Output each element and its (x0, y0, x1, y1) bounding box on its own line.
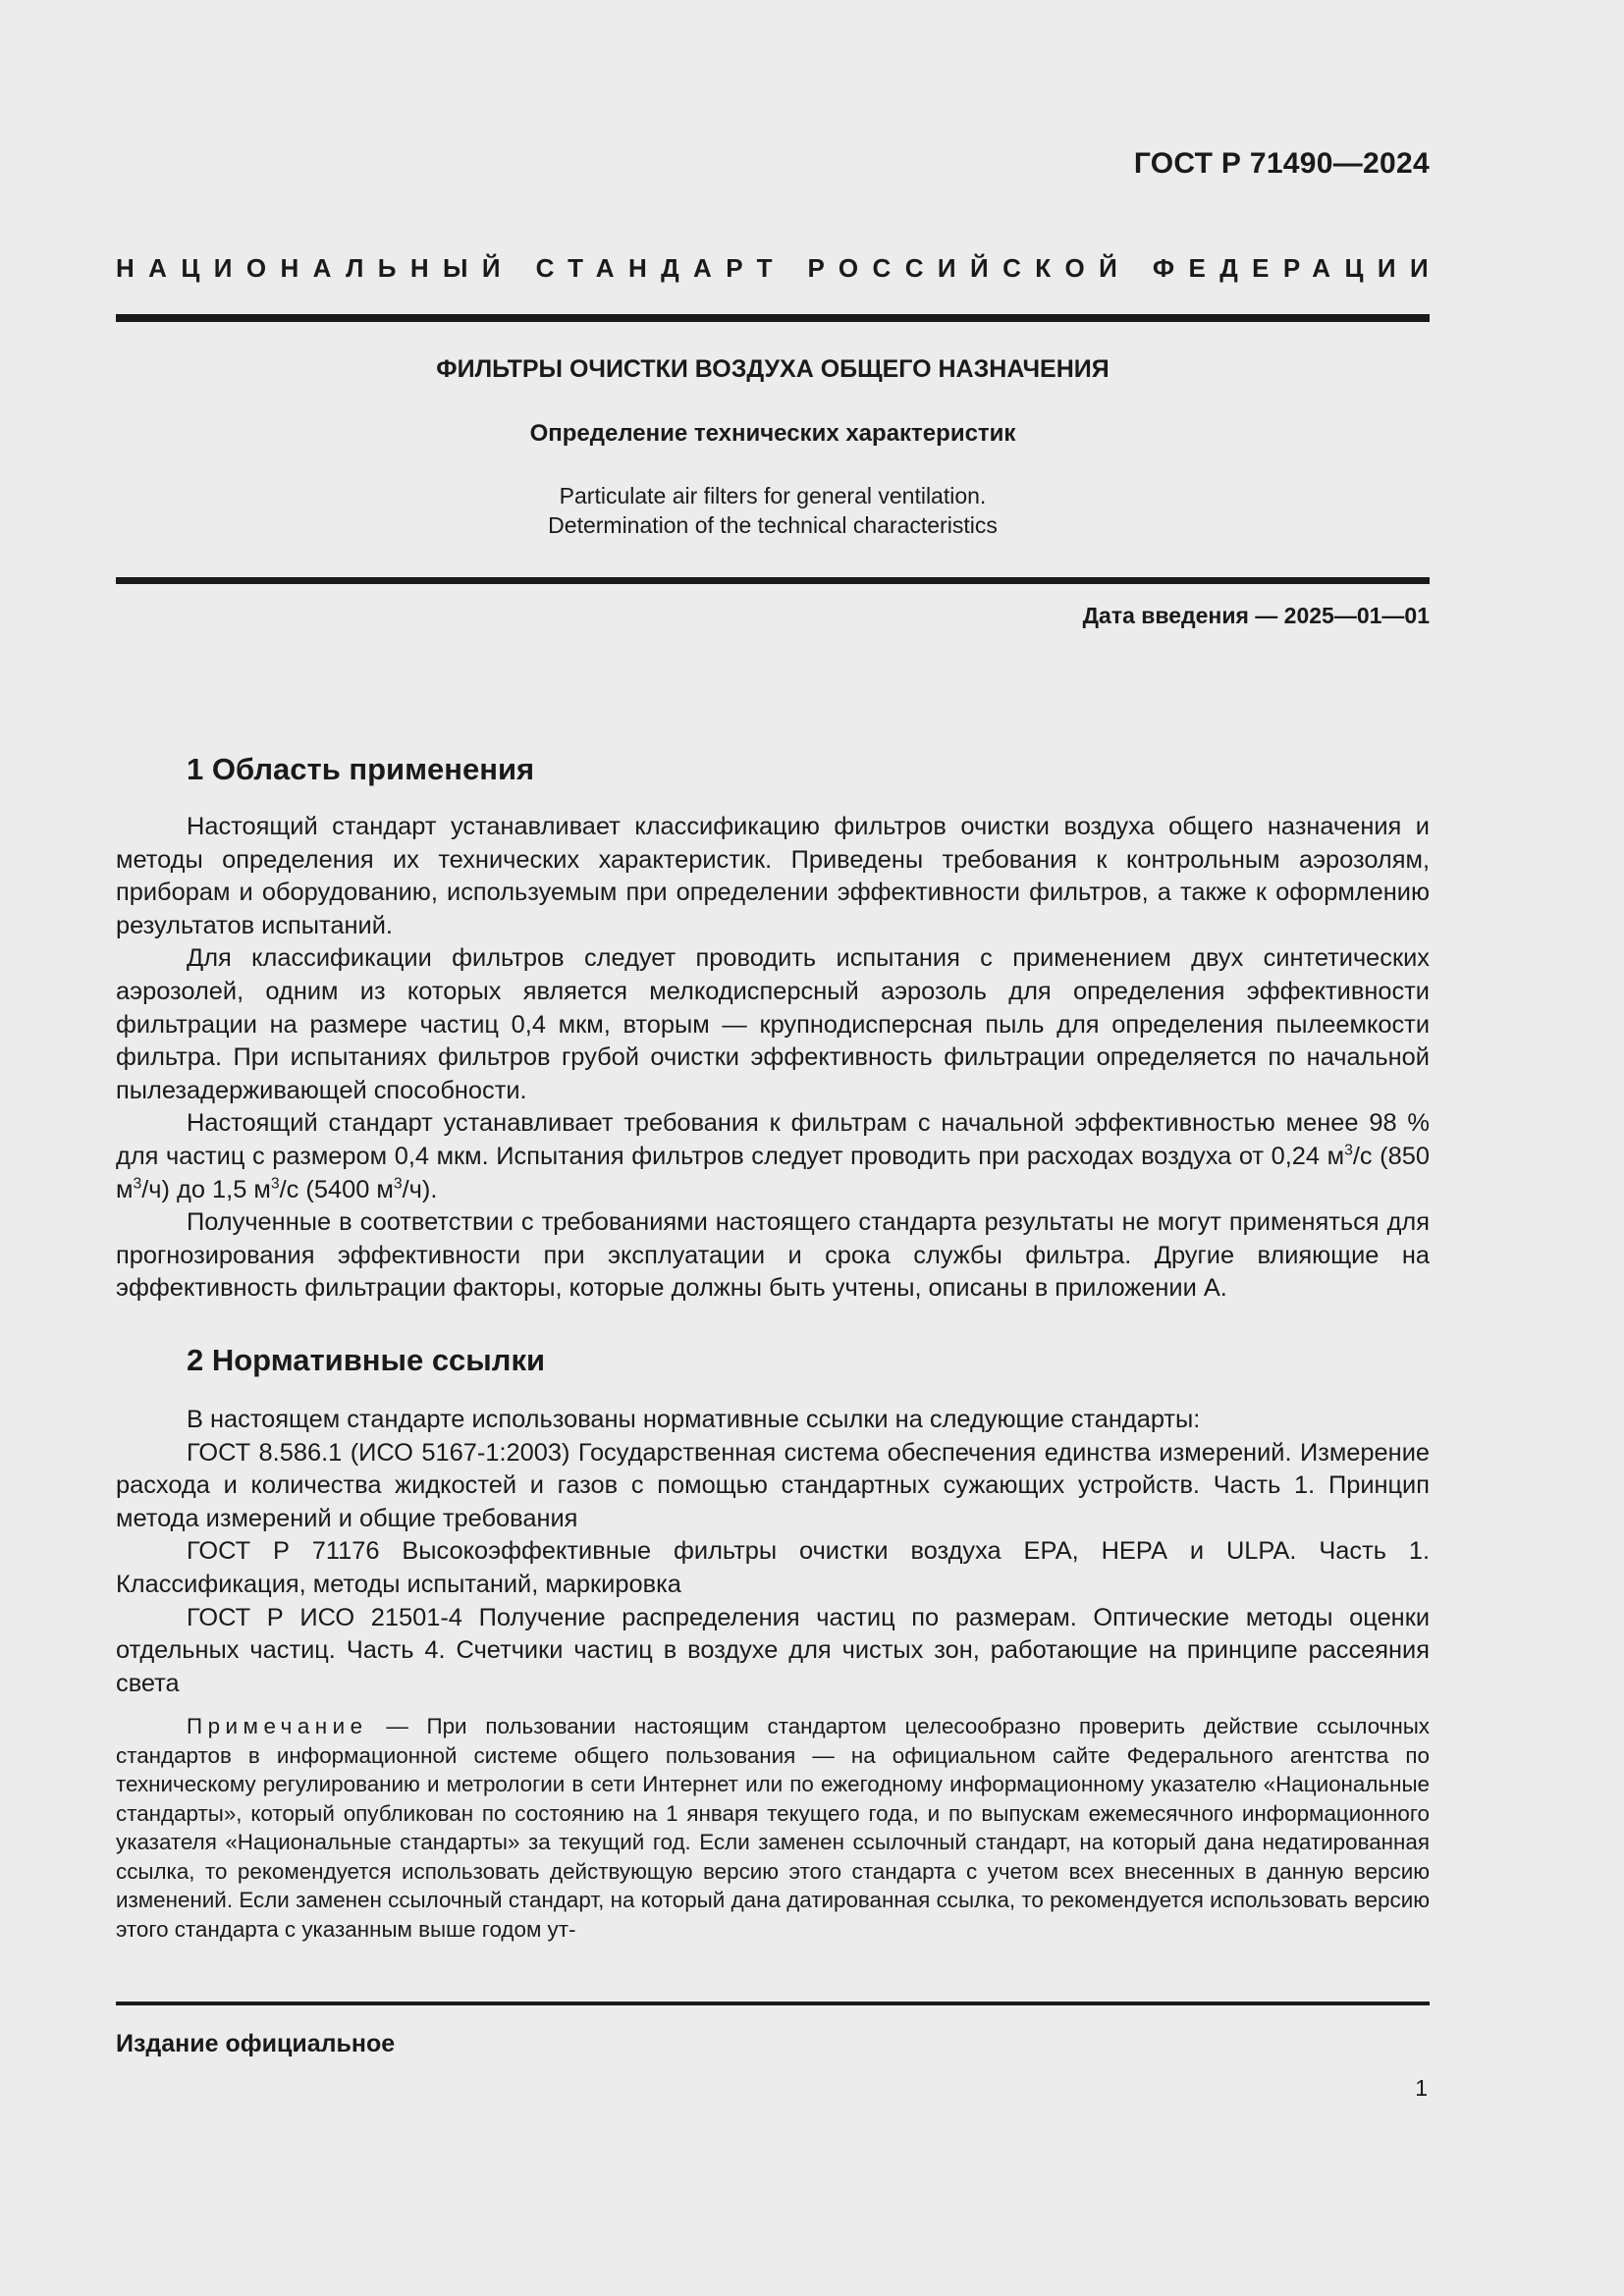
national-standard-heading: НАЦИОНАЛЬНЫЙ СТАНДАРТ РОССИЙСКОЙ ФЕДЕРАЦИИ (116, 253, 1443, 283)
title-divider (116, 577, 1430, 584)
section-1-paragraph-2: Для классификации фильтров следует проводить испытания с применением двух синтетических аэрозолей, одним из которых является мелкодисперсный аэрозоль для определения эффективности фильтрации на размере частиц 0,4 мкм, вторым — крупнодисперсная пыль для определения пылеемкости фильтра. При испытаниях фильтров грубой очистки эффективность фильтрации определяется по начальной пылезадерживающей способности. (116, 944, 1430, 1104)
official-edition-label: Издание официальное (116, 2030, 396, 2057)
introduction-date: Дата введения — 2025—01—01 (1082, 603, 1430, 628)
superscript: 3 (133, 1175, 142, 1193)
section-1-heading: 1 Область применения (187, 752, 535, 786)
document-title: ФИЛЬТРЫ ОЧИСТКИ ВОЗДУХА ОБЩЕГО НАЗНАЧЕНИЯ (436, 355, 1110, 383)
document-subtitle: Определение технических характеристик (529, 420, 1016, 447)
normative-reference-2: ГОСТ Р 71176 Высокоэффективные фильтры очистки воздуха ЕРА, НЕРА и ULPA. Часть 1. Классификация, методы испытаний, маркировка (116, 1537, 1430, 1598)
note-label: Примечание (187, 1714, 368, 1738)
text-segment: /с (850 м (116, 1142, 1430, 1203)
section-2-heading: 2 Нормативные ссылки (187, 1343, 546, 1377)
section-1-body (116, 811, 1430, 1306)
english-title-line-2: Determination of the technical characteristics (548, 512, 998, 538)
superscript: 3 (270, 1175, 280, 1193)
footer-divider (116, 2002, 1430, 2005)
note-block (116, 1712, 1430, 1944)
section-2-paragraph-1: В настоящем стандарте использованы нормативные ссылки на следующие стандарты: (187, 1406, 1201, 1433)
text-segment: /с (5400 м (279, 1175, 394, 1203)
top-divider (116, 314, 1430, 322)
normative-reference-3: ГОСТ Р ИСО 21501-4 Получение распределения частиц по размерам. Оптические методы оценки отдельных частиц. Часть 4. Счетчики частиц в воздухе для чистых зон, работающие на принципе рассеяния света (116, 1603, 1430, 1697)
normative-reference-1: ГОСТ 8.586.1 (ИСО 5167-1:2003) Государственная система обеспечения единства измерений. Измерение расхода и количества жидкостей и газов с помощью стандартных сужающих устройств. Часть 1. Принцип метода измерений и общие требования (116, 1438, 1430, 1532)
section-2-body (116, 1404, 1430, 1700)
note-text: — При пользовании настоящим стандартом целесообразно проверить действие ссылочных стандартов в информационной системе общего пользования — на официальном сайте Федерального агентства по техническому регулированию и метрологии в сети Интернет или по ежегодному информационному указателю «Национальные стандарты», который опубликован по состоянию на 1 января текущего года, и по выпускам ежемесячного информационного указателя «Национальные стандарты» за текущий год. Если заменен ссылочный стандарт, на который дана недатированная ссылка, то рекомендуется использовать действующую версию этого стандарта с учетом всех внесенных в данную версию изменений. Если заменен ссылочный стандарт, на который дана датированная ссылка, то рекомендуется использовать версию этого стандарта с указанным выше годом ут- (116, 1714, 1430, 1942)
text-segment: /ч) до 1,5 м (141, 1175, 271, 1203)
superscript: 3 (1344, 1142, 1353, 1159)
text-segment: /ч). (402, 1175, 438, 1203)
document-code: ГОСТ Р 71490—2024 (1133, 147, 1430, 180)
section-1-paragraph-3 (116, 1107, 1430, 1206)
english-title (116, 481, 1430, 540)
superscript: 3 (393, 1175, 403, 1193)
page-number: 1 (1415, 2075, 1428, 2101)
section-1-paragraph-4: Полученные в соответствии с требованиями настоящего стандарта результаты не могут применяться для прогнозирования эффективности при эксплуатации и срока службы фильтра. Другие влияющие на эффективность фильтрации факторы, которые должны быть учтены, описаны в приложении А. (116, 1208, 1430, 1303)
text-segment: Настоящий стандарт устанавливает требования к фильтрам с начальной эффективностью менее 98 % для частиц с размером 0,4 мкм. Испытания фильтров следует проводить при расходах воздуха от 0,24 м (116, 1109, 1430, 1170)
section-1-paragraph-1: Настоящий стандарт устанавливает классификацию фильтров очистки воздуха общего назначения и методы определения их технических характеристик. Приведены требования к контрольным аэрозолям, приборам и оборудованию, используемым при определении эффективности фильтров, а также к оформлению результатов испытаний. (116, 813, 1430, 939)
english-title-line-1: Particulate air filters for general ventilation. (559, 483, 987, 508)
